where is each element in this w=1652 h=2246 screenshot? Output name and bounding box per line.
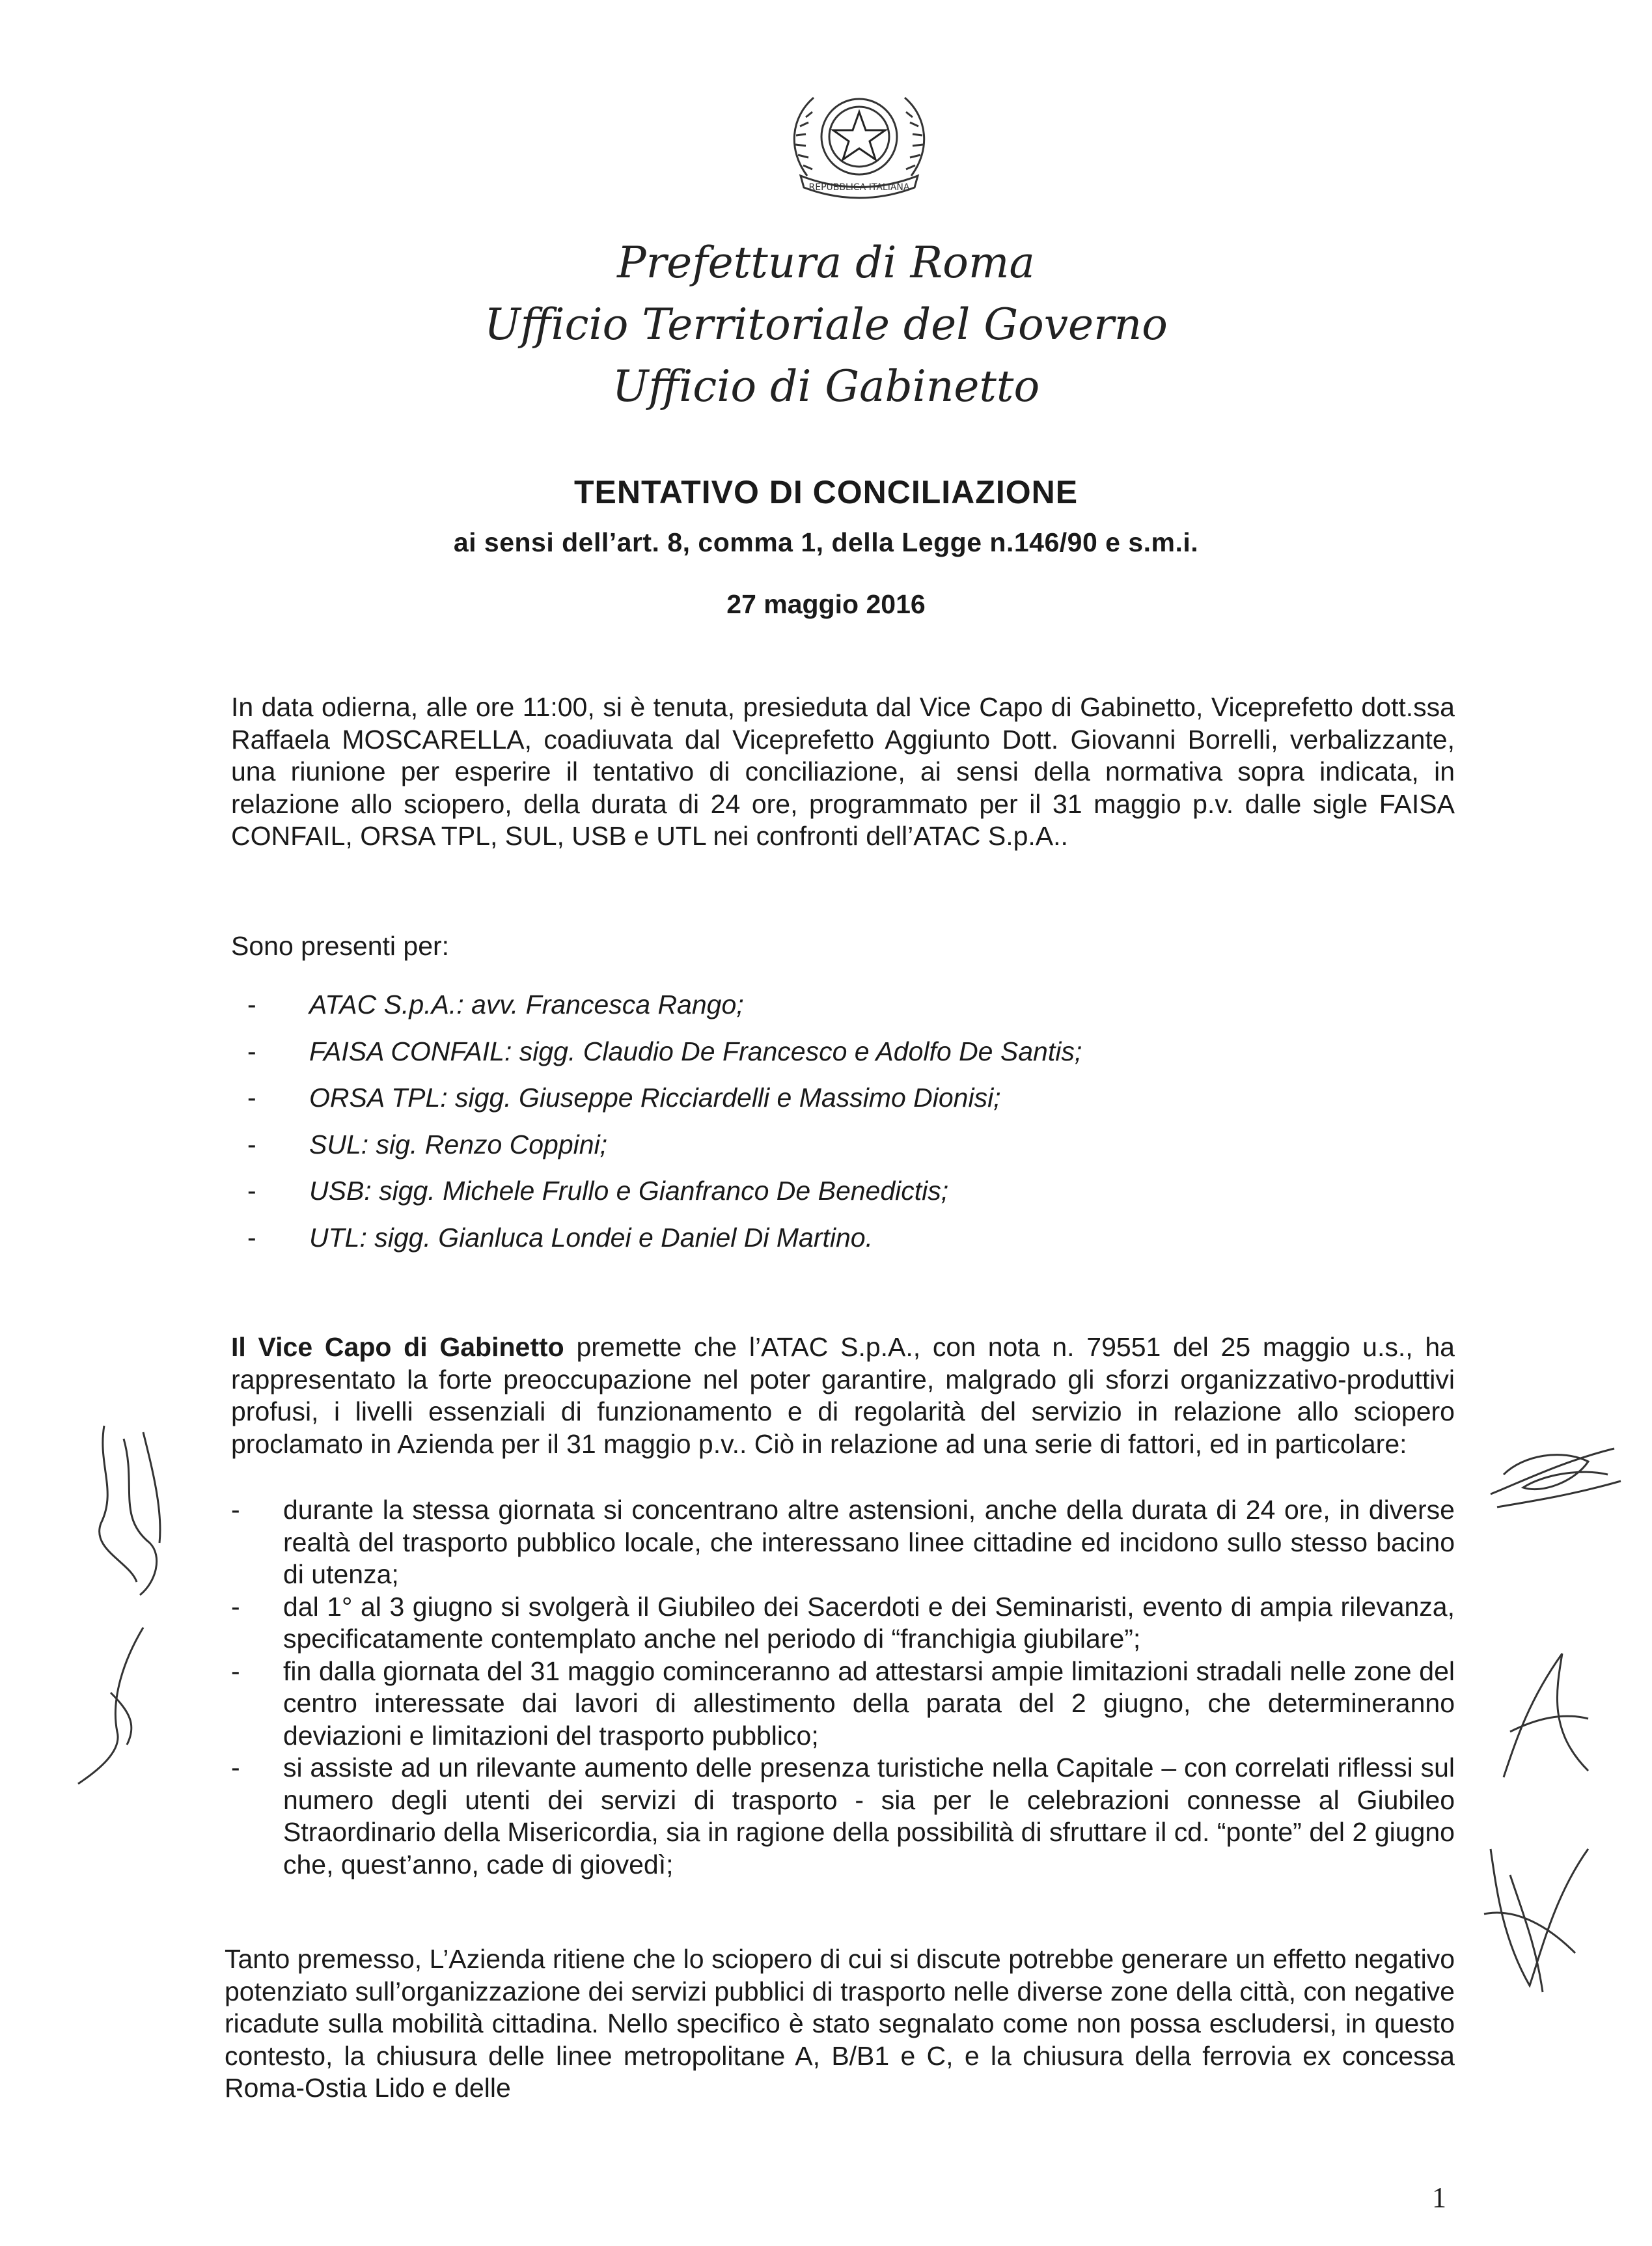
republic-emblem — [781, 78, 937, 208]
margin-signature-right-1 — [1484, 1435, 1634, 1527]
factor-text: dal 1° al 3 giugno si svolgerà il Giubileo dei Sacerdoti e dei Seminaristi, evento di ampia rilevanza, specificatamente contemplato anche nel periodo di “franchigia giubilare”; — [283, 1591, 1455, 1654]
intro-paragraph: In data odierna, alle ore 11:00, si è tenuta, presieduta dal Vice Capo di Gabinetto, Viceprefetto dott.ssa Raffaela MOSCARELLA, coadiuvata dal Viceprefetto Aggiunto Dott. Giovanni Borrelli, verbalizzante, una riunione per esperire il tentativo di conciliazione, ai sensi della normativa sopra indicata, in relazione allo sciopero, della durata di 24 ore, programmato per il 31 maggio p.v. dalle sigle FAISA CONFAIL, ORSA TPL, SUL, USB e UTL nei confronti dell’ATAC S.p.A.. — [231, 692, 1455, 851]
presenti-heading: Sono presenti per: — [231, 931, 450, 961]
factor-item: - si assiste ad un rilevante aumento delle presenza turistiche nella Capitale – con correlati riflessi sul numero degli utenti dei servizi di trasporto - sia per le celebrazioni connesse al Giubileo Straordinario della Misericordia, sia in ragione della possibilità di sfruttare il cd. “ponte” del 2 giugno che, quest’anno, cade di giovedì; — [231, 1753, 1455, 1879]
factor-text: fin dalla giornata del 31 maggio cominceranno ad attestarsi ampie limitazioni stradali nelle zone del centro interessate dai lavori di allestimento della parata del 2 giugno, che determineranno deviazioni e limitazioni del trasporto pubblico; — [283, 1656, 1455, 1751]
attendee-text: UTL: sigg. Gianluca Londei e Daniel Di Martino. — [309, 1222, 873, 1253]
margin-signature-right-2 — [1491, 1641, 1601, 1790]
header-ufficio-gabinetto: Ufficio di Gabinetto — [612, 361, 1040, 411]
header-ufficio-territoriale: Ufficio Territoriale del Governo — [484, 299, 1168, 350]
premessa-text: premette che l’ATAC S.p.A., con nota n. 79551 del 25 maggio u.s., ha rappresentato la forte preoccupazione nel poter garantire, malgrado gli sforzi organizzativo-produttivi profusi, i livelli essenziali di funzionamento e di regolarità del servizio in relazione allo sciopero proclamato in Azienda per il 31 maggio p.v.. Ciò in relazione ad una serie di fattori, ed in particolare: — [231, 1332, 1455, 1459]
attendee-item: - ORSA TPL: sigg. Giuseppe Ricciardelli e Massimo Dionisi; — [247, 1083, 1001, 1113]
attendee-text: ORSA TPL: sigg. Giuseppe Ricciardelli e Massimo Dionisi; — [309, 1083, 1001, 1113]
margin-signature-left-2 — [72, 1621, 163, 1790]
header-prefettura: Prefettura di Roma — [617, 238, 1035, 288]
factor-item: - dal 1° al 3 giugno si svolgerà il Giubileo dei Sacerdoti e dei Seminaristi, evento di ampia rilevanza, specificatamente contemplato anche nel periodo di “franchigia giubilare”; — [231, 1591, 1455, 1654]
factors-list — [225, 1494, 1455, 1881]
premessa-speaker: Il Vice Capo di Gabinetto — [231, 1332, 564, 1362]
factor-item: - fin dalla giornata del 31 maggio cominceranno ad attestarsi ampie limitazioni stradali nelle zone del centro interessate dai lavori di allestimento della parata del 2 giugno, che determineranno deviazioni e limitazioni del trasporto pubblico; — [231, 1656, 1455, 1751]
attendee-item: - USB: sigg. Michele Frullo e Gianfranco De Benedictis; — [247, 1176, 949, 1206]
attendee-text: ATAC S.p.A.: avv. Francesca Rango; — [309, 990, 744, 1019]
attendee-text: SUL: sig. Renzo Coppini; — [309, 1129, 608, 1159]
attendee-item: - ATAC S.p.A.: avv. Francesca Rango; — [247, 990, 744, 1019]
premessa-paragraph — [231, 1331, 1455, 1460]
factor-item: - durante la stessa giornata si concentrano altre astensioni, anche della durata di 24 ore, in diverse realtà del trasporto pubblico locale, che interessano linee cittadine ed incidono sullo stesso bacino di utenza; — [231, 1495, 1455, 1589]
attendee-text: FAISA CONFAIL: sigg. Claudio De Francesco e Adolfo De Santis; — [309, 1036, 1082, 1066]
factor-text: durante la stessa giornata si concentrano altre astensioni, anche della durata di 24 ore, in diverse realtà del trasporto pubblico locale, che interessano linee cittadine ed incidono sullo stesso bacino di utenza; — [283, 1495, 1455, 1589]
document-subtitle: ai sensi dell’art. 8, comma 1, della Legge n.146/90 e s.m.i. — [453, 527, 1199, 557]
factor-text: si assiste ad un rilevante aumento delle presenza turistiche nella Capitale – con correlati riflessi sul numero degli utenti dei servizi di trasporto - sia per le celebrazioni connesse al Giubileo Straordinario della Misericordia, sia in ragione della possibilità di sfruttare il cd. “ponte” del 2 giugno che, quest’anno, cade di giovedì; — [283, 1753, 1455, 1879]
margin-signature-left-1 — [78, 1413, 189, 1608]
emblem-banner-text: REPUBBLICA ITALIANA — [808, 182, 910, 193]
margin-signature-right-3 — [1471, 1836, 1601, 2005]
attendees-list — [247, 990, 1082, 1269]
document-date: 27 maggio 2016 — [726, 589, 926, 619]
document-title: TENTATIVO DI CONCILIAZIONE — [573, 474, 1079, 510]
attendee-item: - UTL: sigg. Gianluca Londei e Daniel Di Martino. — [247, 1222, 873, 1253]
attendee-item: - SUL: sig. Renzo Coppini; — [247, 1129, 608, 1159]
attendee-item: - FAISA CONFAIL: sigg. Claudio De Francesco e Adolfo De Santis; — [247, 1036, 1082, 1066]
page-number: 1 — [1432, 2182, 1446, 2213]
conclusion-paragraph: Tanto premesso, L’Azienda ritiene che lo sciopero di cui si discute potrebbe generare un effetto negativo potenziato sull’organizzazione dei servizi pubblici di trasporto nelle diverse zone della città, con negative ricadute sulla mobilità cittadina. Nello specifico è stato segnalato come non possa escludersi, in questo contesto, la chiusura delle linee metropolitane A, B/B1 e C, e la chiusura della ferrovia ex concessa Roma-Ostia Lido e delle — [225, 1944, 1455, 2103]
attendee-text: USB: sigg. Michele Frullo e Gianfranco De Benedictis; — [309, 1176, 949, 1206]
